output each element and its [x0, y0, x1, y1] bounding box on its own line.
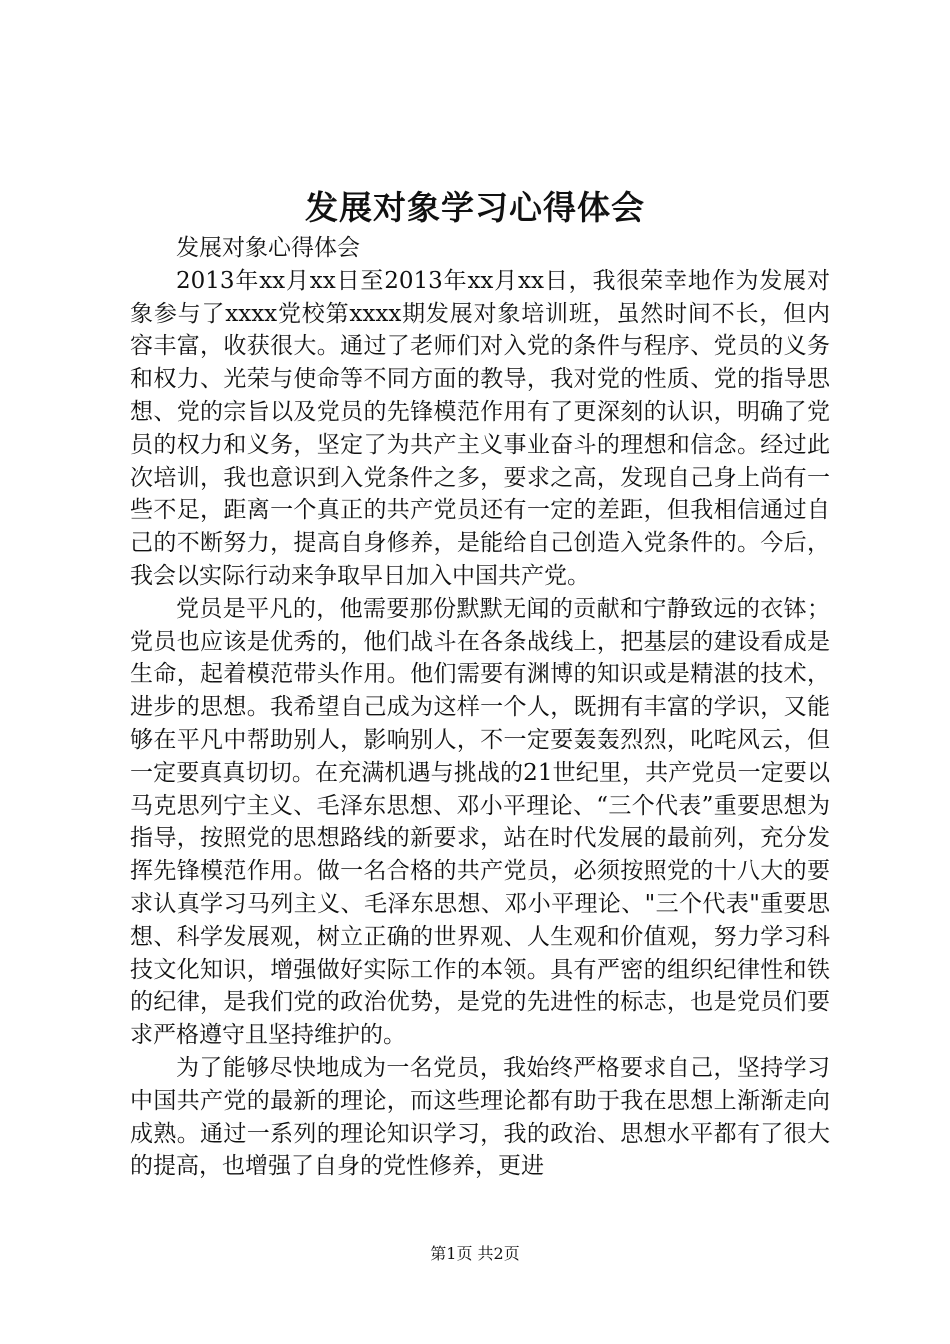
document-title: 发展对象学习心得体会	[305, 188, 645, 227]
paragraph: 党员是平凡的，他需要那份默默无闻的贡献和宁静致远的衣钵；党员也应该是优秀的，他们战斗在各条战线上，把基层的建设看成是生命，起着模范带头作用。他们需要有渊博的知识或是精湛的技术，进步的思想。我希望自己成为这样一个人，既拥有丰富的学识，又能够在平凡中帮助别人，影响别人，不一定要轰轰烈烈，叱咤风云，但一定要真真切切。在充满机遇与挑战的21世纪里，共产党员一定要以马克思列宁主义、毛泽东思想、邓小平理论、“三个代表”重要思想为指导，按照党的思想路线的新要求，站在时代发展的最前列，充分发挥先锋模范作用。做一名合格的共产党员，必须按照党的十八大的要求认真学习马列主义、毛泽东思想、邓小平理论、"三个代表"重要思想、科学发展观，树立正确的世界观、人生观和价值观，努力学习科技文化知识，增强做好实际工作的本领。具有严密的组织纪律性和铁的纪律，是我们党的政治优势，是党的先进性的标志，也是党员们要求严格遵守且坚持维护的。	[130, 595, 830, 1049]
page-number-footer: 第1页 共2页	[430, 1244, 520, 1263]
document-body	[130, 232, 830, 1183]
paragraph: 2013年xx月xx日至2013年xx月xx日，我很荣幸地作为发展对象参与了xxxx党校第xxxx期发展对象培训班，虽然时间不长，但内容丰富，收获很大。通过了老师们对入党的条件与程序、党员的义务和权力、光荣与使命等不同方面的教导，我对党的性质、党的指导思想、党的宗旨以及党员的先锋模范作用有了更深刻的认识，明确了党员的权力和义务，坚定了为共产主义事业奋斗的理想和信念。经过此次培训，我也意识到入党条件之多，要求之高，发现自己身上尚有一些不足，距离一个真正的共产党员还有一定的差距，但我相信通过自己的不断努力，提高自身修养，是能给自己创造入党条件的。今后，我会以实际行动来争取早日加入中国共产党。	[130, 267, 830, 589]
paragraph-subtitle: 发展对象心得体会	[176, 235, 360, 261]
paragraph: 为了能够尽快地成为一名党员，我始终严格要求自己，坚持学习中国共产党的最新的理论，而这些理论都有助于我在思想上渐渐走向成熟。通过一系列的理论知识学习，我的政治、思想水平都有了很大的提高，也增强了自身的党性修养，更进	[130, 1054, 830, 1180]
